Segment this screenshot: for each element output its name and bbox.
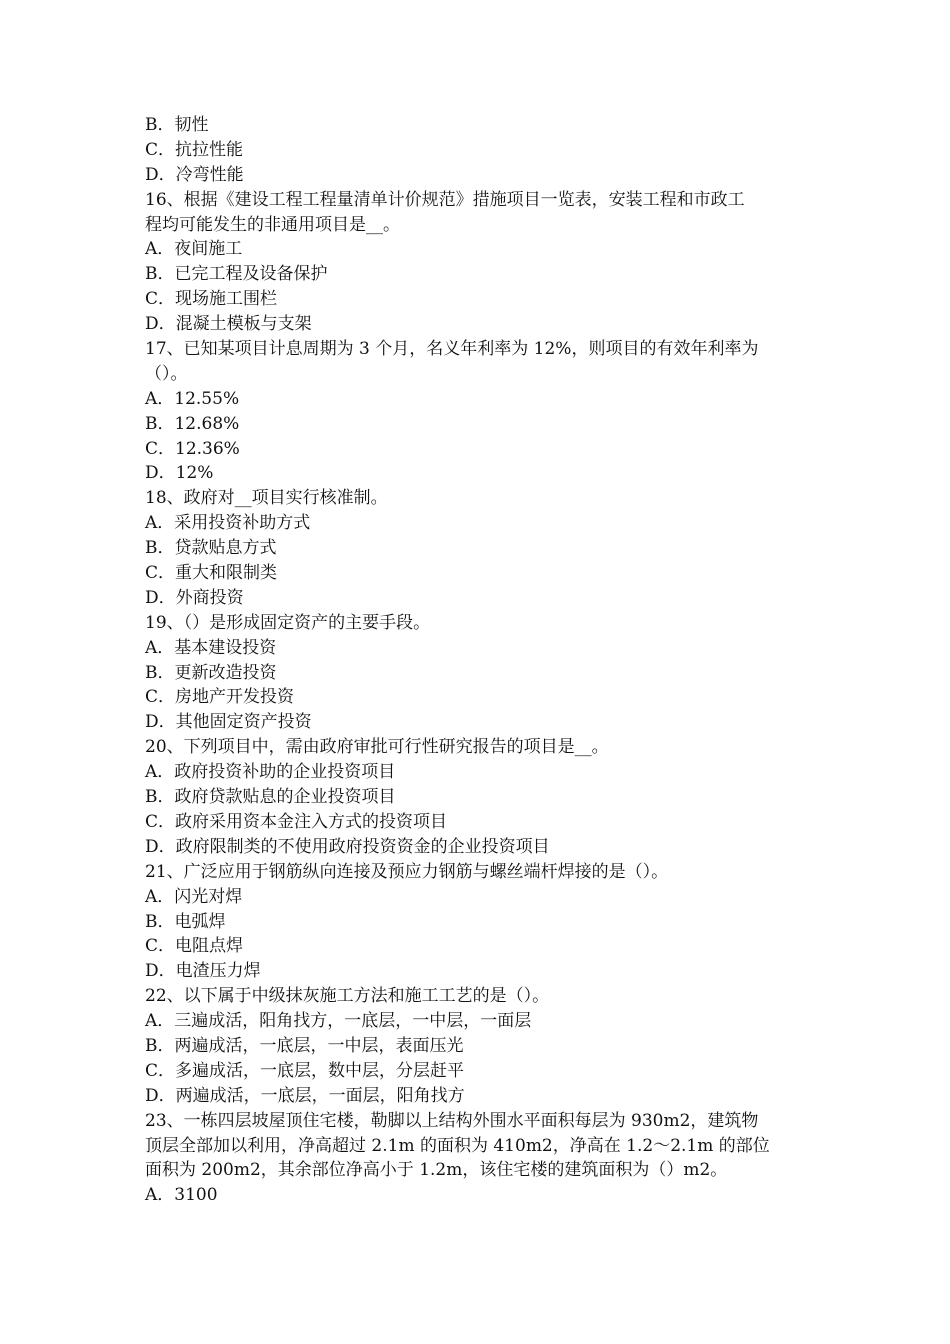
option-line: A．3100 [145,1185,218,1206]
question-line: 17、已知某项目计息周期为 3 个月，名义年利率为 12%，则项目的有效年利率为 [145,339,759,360]
option-line: B．更新改造投资 [145,662,277,683]
option-line: C．抗拉性能 [145,139,244,160]
option-line: C．12.36% [145,438,240,459]
option-line: B．电弧焊 [145,911,226,932]
question-line: 20、下列项目中，需由政府审批可行性研究报告的项目是__。 [145,737,609,758]
option-line: D．其他固定资产投资 [145,712,312,733]
option-line: A．夜间施工 [145,239,243,260]
option-line: D．两遍成活，一底层，一面层，阳角找方 [145,1085,465,1106]
option-line: D．电渣压力焊 [145,961,261,982]
option-line: A．12.55% [145,388,240,409]
question-line: 21、广泛应用于钢筋纵向连接及预应力钢筋与螺丝端杆焊接的是（）。 [145,861,669,882]
option-line: C．政府采用资本金注入方式的投资项目 [145,811,448,832]
option-line: D．冷弯性能 [145,164,244,185]
question-line: 18、政府对__项目实行核准制。 [145,488,388,509]
question-line: （）。 [145,363,188,384]
option-line: D．混凝土模板与支架 [145,314,312,335]
option-line: B．韧性 [145,115,209,135]
option-line: A．基本建设投资 [145,637,277,658]
question-line: 22、以下属于中级抹灰施工方法和施工工艺的是（）。 [145,986,550,1007]
question-line: 程均可能发生的非通用项目是__。 [145,214,400,235]
option-line: B．政府贷款贴息的企业投资项目 [145,787,396,808]
option-line: C．电阻点焊 [145,936,244,957]
question-line: 顶层全部加以利用，净高超过 2.1m 的面积为 410m2，净高在 1.2～2.1m 的部位 [145,1135,770,1156]
option-line: C．现场施工围栏 [145,289,278,310]
question-line: 19、（）是形成固定资产的主要手段。 [145,612,431,633]
option-line: A．闪光对焊 [145,886,243,907]
option-line: A．采用投资补助方式 [145,513,311,534]
option-line: D．12% [145,463,214,484]
question-line: 面积为 200m2，其余部位净高小于 1.2m，该住宅楼的建筑面积为（）m2。 [145,1160,728,1181]
question-line: 16、根据《建设工程工程量清单计价规范》措施项目一览表，安装工程和市政工 [145,189,745,210]
option-line: A．三遍成活，阳角找方，一底层，一中层，一面层 [145,1011,532,1032]
question-line: 23、一栋四层坡屋顶住宅楼，勒脚以上结构外围水平面积每层为 930m2，建筑物 [145,1110,759,1131]
option-line: B．两遍成活，一底层，一中层，表面压光 [145,1035,464,1056]
document-page [145,113,810,1208]
option-line: B．已完工程及设备保护 [145,264,328,285]
option-line: B．12.68% [145,413,240,434]
option-line: C．多遍成活，一底层，数中层，分层赶平 [145,1060,465,1081]
option-line: D．外商投资 [145,587,244,608]
option-line: B．贷款贴息方式 [145,538,277,559]
option-line: A．政府投资补助的企业投资项目 [145,762,396,783]
option-line: C．房地产开发投资 [145,687,295,708]
option-line: C．重大和限制类 [145,563,278,584]
option-line: D．政府限制类的不使用政府投资资金的企业投资项目 [145,836,550,857]
